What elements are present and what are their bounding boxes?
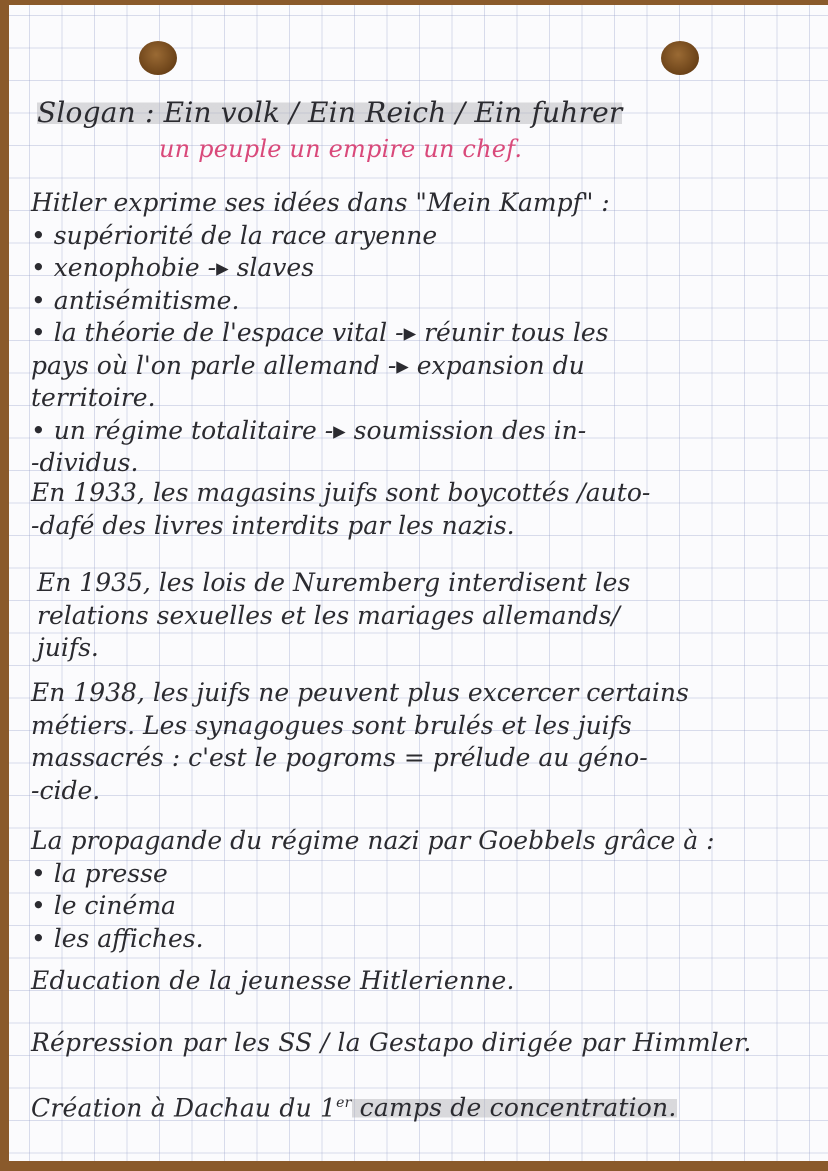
- slogan-german: [37, 97, 622, 130]
- bullet-item-continued: territoire.: [31, 383, 156, 412]
- event-line: -dafé des livres interdits par les nazis.: [31, 510, 515, 540]
- slogan-french: un peuple un empire un chef.: [159, 135, 523, 163]
- bullet-item: • les affiches.: [31, 923, 204, 953]
- dachau-text-after: camps de concentration.: [351, 1093, 677, 1123]
- propaganda-intro: La propagande du régime nazi par Goebbels grâce à :: [31, 826, 715, 855]
- mein-kampf-intro: Hitler exprime ses idées dans "Mein Kampf" :: [31, 188, 610, 217]
- event-1935: [37, 567, 630, 665]
- event-line: relations sexuelles et les mariages allemands/: [37, 600, 620, 630]
- event-1933: [31, 477, 650, 542]
- event-line: massacrés : c'est le pogroms = prélude au géno-: [31, 743, 648, 772]
- bullet-item-continued: -dividus.: [31, 448, 139, 477]
- education-line: Education de la jeunesse Hitlerienne.: [31, 966, 515, 995]
- event-line: En 1938, les juifs ne peuvent plus excercer certains: [31, 678, 689, 707]
- event-line: juifs.: [37, 633, 99, 662]
- repression-line: Répression par les SS / la Gestapo dirigée par Himmler.: [31, 1028, 752, 1057]
- bullet-item: • la théorie de l'espace vital -▸ réunir tous les: [31, 318, 609, 347]
- ordinal-suffix: er: [336, 1095, 352, 1111]
- event-line: En 1933, les magasins juifs sont boycottés /auto-: [31, 478, 651, 507]
- notebook-page: [9, 5, 828, 1161]
- punch-hole-left: [139, 41, 177, 75]
- punch-hole-right: [661, 41, 699, 75]
- dachau-line: [31, 1087, 677, 1125]
- bullet-item: • un régime totalitaire -▸ soumission des in-: [31, 415, 587, 445]
- dachau-text-before: Création à Dachau du 1: [31, 1093, 337, 1123]
- bullet-item: • le cinéma: [31, 891, 176, 920]
- event-line: -cide.: [31, 775, 101, 805]
- bullet-item: • antisémitisme.: [31, 285, 240, 315]
- bullet-item: • la presse: [31, 858, 168, 888]
- slogan-german-text: Slogan : Ein volk / Ein Reich / Ein fuhrer: [37, 96, 623, 129]
- event-line: En 1935, les lois de Nuremberg interdisent les: [37, 568, 631, 597]
- bullet-item: • supériorité de la race aryenne: [31, 220, 438, 250]
- bullet-item: • xenophobie -▸ slaves: [31, 253, 315, 282]
- bullet-item-continued: pays où l'on parle allemand -▸ expansion du: [31, 350, 585, 380]
- propaganda-section: [31, 825, 715, 955]
- event-1938: [31, 677, 689, 807]
- event-line: métiers. Les synagogues sont brulés et les juifs: [31, 710, 632, 740]
- mein-kampf-section: [31, 187, 610, 480]
